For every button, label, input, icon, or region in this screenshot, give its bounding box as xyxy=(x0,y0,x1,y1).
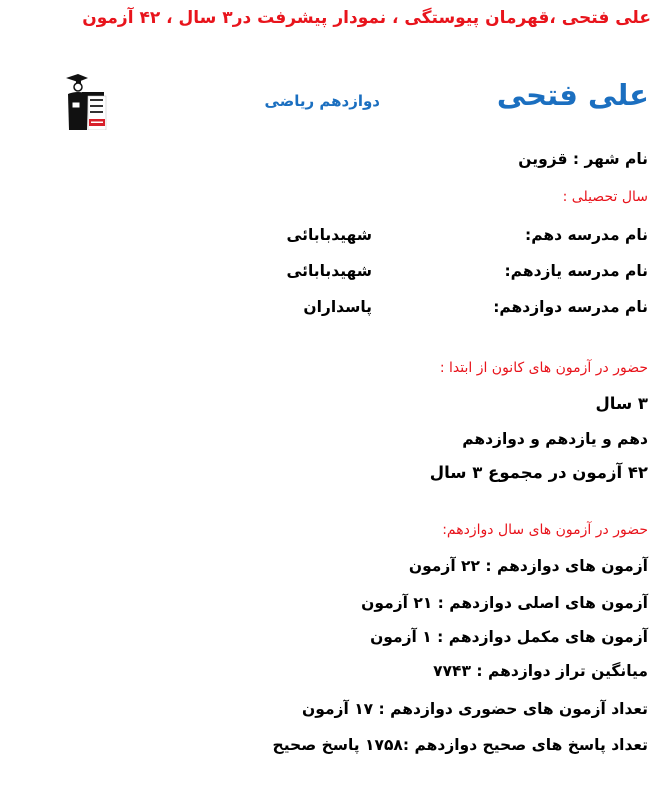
student-name: علی فتحی xyxy=(496,78,649,112)
grade12-supplementary-exams: آزمون های مکمل دوازدهم : ۱ آزمون xyxy=(370,628,648,646)
student-grade: دوازدهم ریاضی xyxy=(264,92,380,110)
participation-since-start-label: حضور در آزمون های کانون از ابتدا : xyxy=(439,360,648,376)
school-label-11: نام مدرسه یازدهم: xyxy=(504,262,648,280)
grade12-average-score: میانگین تراز دوازدهم : ۷۷۴۳ xyxy=(433,662,648,680)
participation-years: ۳ سال xyxy=(595,394,648,413)
school-label-10: نام مدرسه دهم: xyxy=(525,226,648,244)
school-value-11: شهیدبابائی xyxy=(286,262,372,280)
school-label-12: نام مدرسه دوازدهم: xyxy=(493,298,648,316)
academic-years-label: سال تحصیلی : xyxy=(562,189,648,205)
participation-total-exams: ۴۲ آزمون در مجموع ۳ سال xyxy=(429,463,648,482)
kanoon-logo-icon xyxy=(60,72,114,130)
city-line: نام شهر : قزوین xyxy=(518,150,648,168)
participation-grade12-label: حضور در آزمون های سال دوازدهم: xyxy=(442,522,648,538)
graduate-figure-icon xyxy=(60,72,114,130)
school-value-12: پاسداران xyxy=(303,298,372,316)
headline: علی فتحی ،قهرمان پیوستگی ، نمودار پیشرفت در۳ سال ، ۴۲ آزمون xyxy=(82,8,651,28)
grade12-total-exams: آزمون های دوازدهم : ۲۲ آزمون xyxy=(408,557,648,575)
grade12-in-person-exams: تعداد آزمون های حضوری دوازدهم : ۱۷ آزمون xyxy=(302,700,648,718)
grade12-correct-answers: تعداد پاسخ های صحیح دوازدهم :۱۷۵۸ پاسخ صحیح xyxy=(272,736,648,754)
participation-grades: دهم و یازدهم و دوازدهم xyxy=(462,430,648,448)
grade12-main-exams: آزمون های اصلی دوازدهم : ۲۱ آزمون xyxy=(361,594,648,612)
school-value-10: شهیدبابائی xyxy=(286,226,372,244)
